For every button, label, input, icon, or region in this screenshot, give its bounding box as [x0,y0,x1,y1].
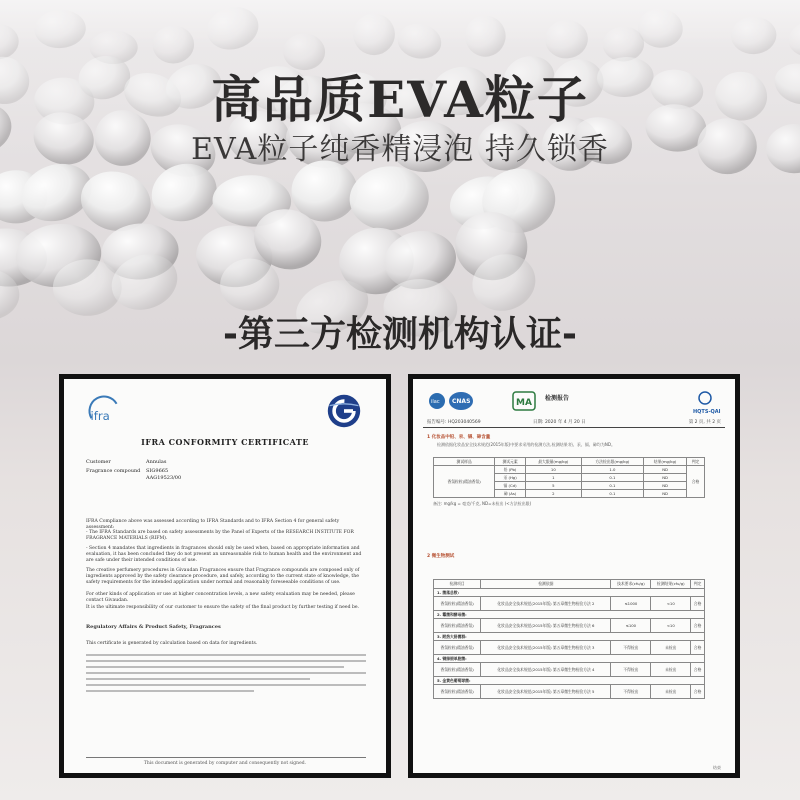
section-title: -第三方检测机构认证- [223,314,577,355]
paragraph-procedures: The creative perfumery procedures in Givaudan Fragrances ensure that Fragrance compounds are composed only of ingredients approved by the safety clearance procedure, and safely, according to the current state of knowledge, the safety requirements for the intended application under normal and reasonably foreseeable conditions of use. [86,568,360,585]
section1-note: 检测依据化妆品安全技术规范(2015年版)中要求采用的检测方法,检测结果:铅、汞、镉、砷均为ND。 [437,442,615,447]
table-row: 香氛粒粒(精油香氛) 化妆品安全技术规范(2015年版) 第五章微生物检验方法 5 不得检出 未检出 合格 [434,685,705,699]
headline: 高品质EVA粒子 [211,70,589,129]
table-row: 香氛粒粒(精油香氛) 化妆品安全技术规范(2015年版) 第五章微生物检验方法 3 不得检出 未检出 合格 [434,641,705,655]
cnas-icon [449,392,473,410]
test-report-paper [413,379,735,773]
paragraph-section4: - Section 4 mandates that ingredients in fragrances should only be used when, based on appropriate information and evaluation, it has been concluded they do not present an unreasonable risk to human health and the environment and are safe under their intended conditions of use. [86,546,362,563]
table-group-row: 5. 金黄色葡萄球菌: [434,677,705,685]
report-end-mark: 结束 [713,765,721,770]
paragraph-ifra-standards: - The IFRA Standards are based on safety assessments by the Panel of Experts of the RESEARCH INSTITUTE FOR FRAGRANCE MATERIALS (RIFM). [86,530,354,541]
table-header-row: 测试样品 测试元素 最大限量(mg/kg) 方法检出限(mg/kg) 结果(mg/kg) 判定 [434,458,705,466]
table-group-row: 3. 耐热大肠菌群: [434,633,705,641]
hqts-qai-icon [693,392,721,415]
certificate-footer: This document is generated by computer and consequently not signed. [143,761,307,766]
table-row: 香氛粒粒(精油香氛) 化妆品安全技术规范(2015年版) 第五章微生物检验方法 2 ≤1000 <10 合格 [434,597,705,611]
table-header-row: 检测项目 检测依据 技术要求(cfu/g) 检测结果(cfu/g) 判定 [434,580,705,589]
certificate-title: IFRA CONFORMITY CERTIFICATE [141,437,309,447]
svg-text:ilac: ilac [431,399,440,405]
report-page: 第 2 页, 共 2 页 [688,420,721,425]
table-group-row: 1. 菌落总数: [434,589,705,597]
report-header-rule [423,427,725,428]
table-row: 砷 (As) 2 0.1 ND [434,490,705,498]
field-customer: Customer Annulas [86,459,167,465]
microbiology-table [433,579,705,699]
cma-icon [513,392,535,410]
svg-text:HQTS-QAI: HQTS-QAI [693,409,721,415]
table-row: 香氛粒粒(精油香氛) 化妆品安全技术规范(2015年版) 第五章微生物检验方法 6 ≤100 <10 合格 [434,619,705,633]
paragraph-responsibility: It is the ultimate responsibility of our customer to ensure the safety of the final product by further testing if need be. [86,605,360,610]
regulatory-text: This certificate is generated by calculation based on data for ingredients. [86,641,258,646]
ilac-mra-icon [429,393,445,409]
table-row: 香氛粒粒(精油香氛) 化妆品安全技术规范(2015年版) 第五章微生物检验方法 4 不得检出 未检出 合格 [434,663,705,677]
report-date: 日期: 2020 年 4 月 20 日 [533,420,586,425]
field-fragrance-compound: Fragrance compound SIG9665 [86,468,169,474]
givaudan-logo-icon [326,393,362,429]
disclaimer-text-lines [86,654,366,696]
table-row: 汞 (Hg) 1 0.1 ND [434,474,705,482]
test-report-card [408,374,740,778]
table-row: 香氛粒粒(精油香氛) 铅 (Pb) 10 1.0 ND 合格 [434,466,705,474]
paragraph-compliance: IFRA Compliance above was assessed according to IFRA Standards and to IFRA Section 4 for general safety assessment: [86,519,340,530]
paragraph-other-use: For other kinds of application or use at higher concentration levels, a new safety evaluation may be needed, please contact Givaudan. [86,592,355,603]
svg-text:CNAS: CNAS [452,398,471,405]
section1-footnote: 备注: mg/kg = 毫克/千克, ND=未检出 (<方法检出限) [433,501,532,506]
signature-line [86,757,366,758]
table-group-row: 2. 霉菌和酵母菌: [434,611,705,619]
ifra-logo-text: ifra [90,409,110,423]
subheadline: EVA粒子纯香精浸泡 持久锁香 [191,132,609,167]
ifra-certificate-paper [64,379,386,773]
accreditation-logos [427,389,731,415]
svg-text:MA: MA [516,398,532,408]
ifra-logo-icon [86,393,122,429]
report-number: 报告编号: HQ203040569 [427,420,481,425]
section1-heading: 1 化妆品中铅、汞、镉、砷含量 [427,435,491,440]
report-title: 检测报告 [545,395,570,402]
field-compound-code: AAG19523/00 [146,475,182,481]
heavy-metals-table [433,457,705,498]
table-row: 镉 (Cd) 5 0.1 ND [434,482,705,490]
section2-heading: 2 微生物测试 [427,554,455,559]
table-group-row: 4. 铜绿假单胞菌: [434,655,705,663]
regulatory-heading: Regulatory Affairs & Product Safety, Fragrances [86,624,221,630]
ifra-certificate-card [59,374,391,778]
